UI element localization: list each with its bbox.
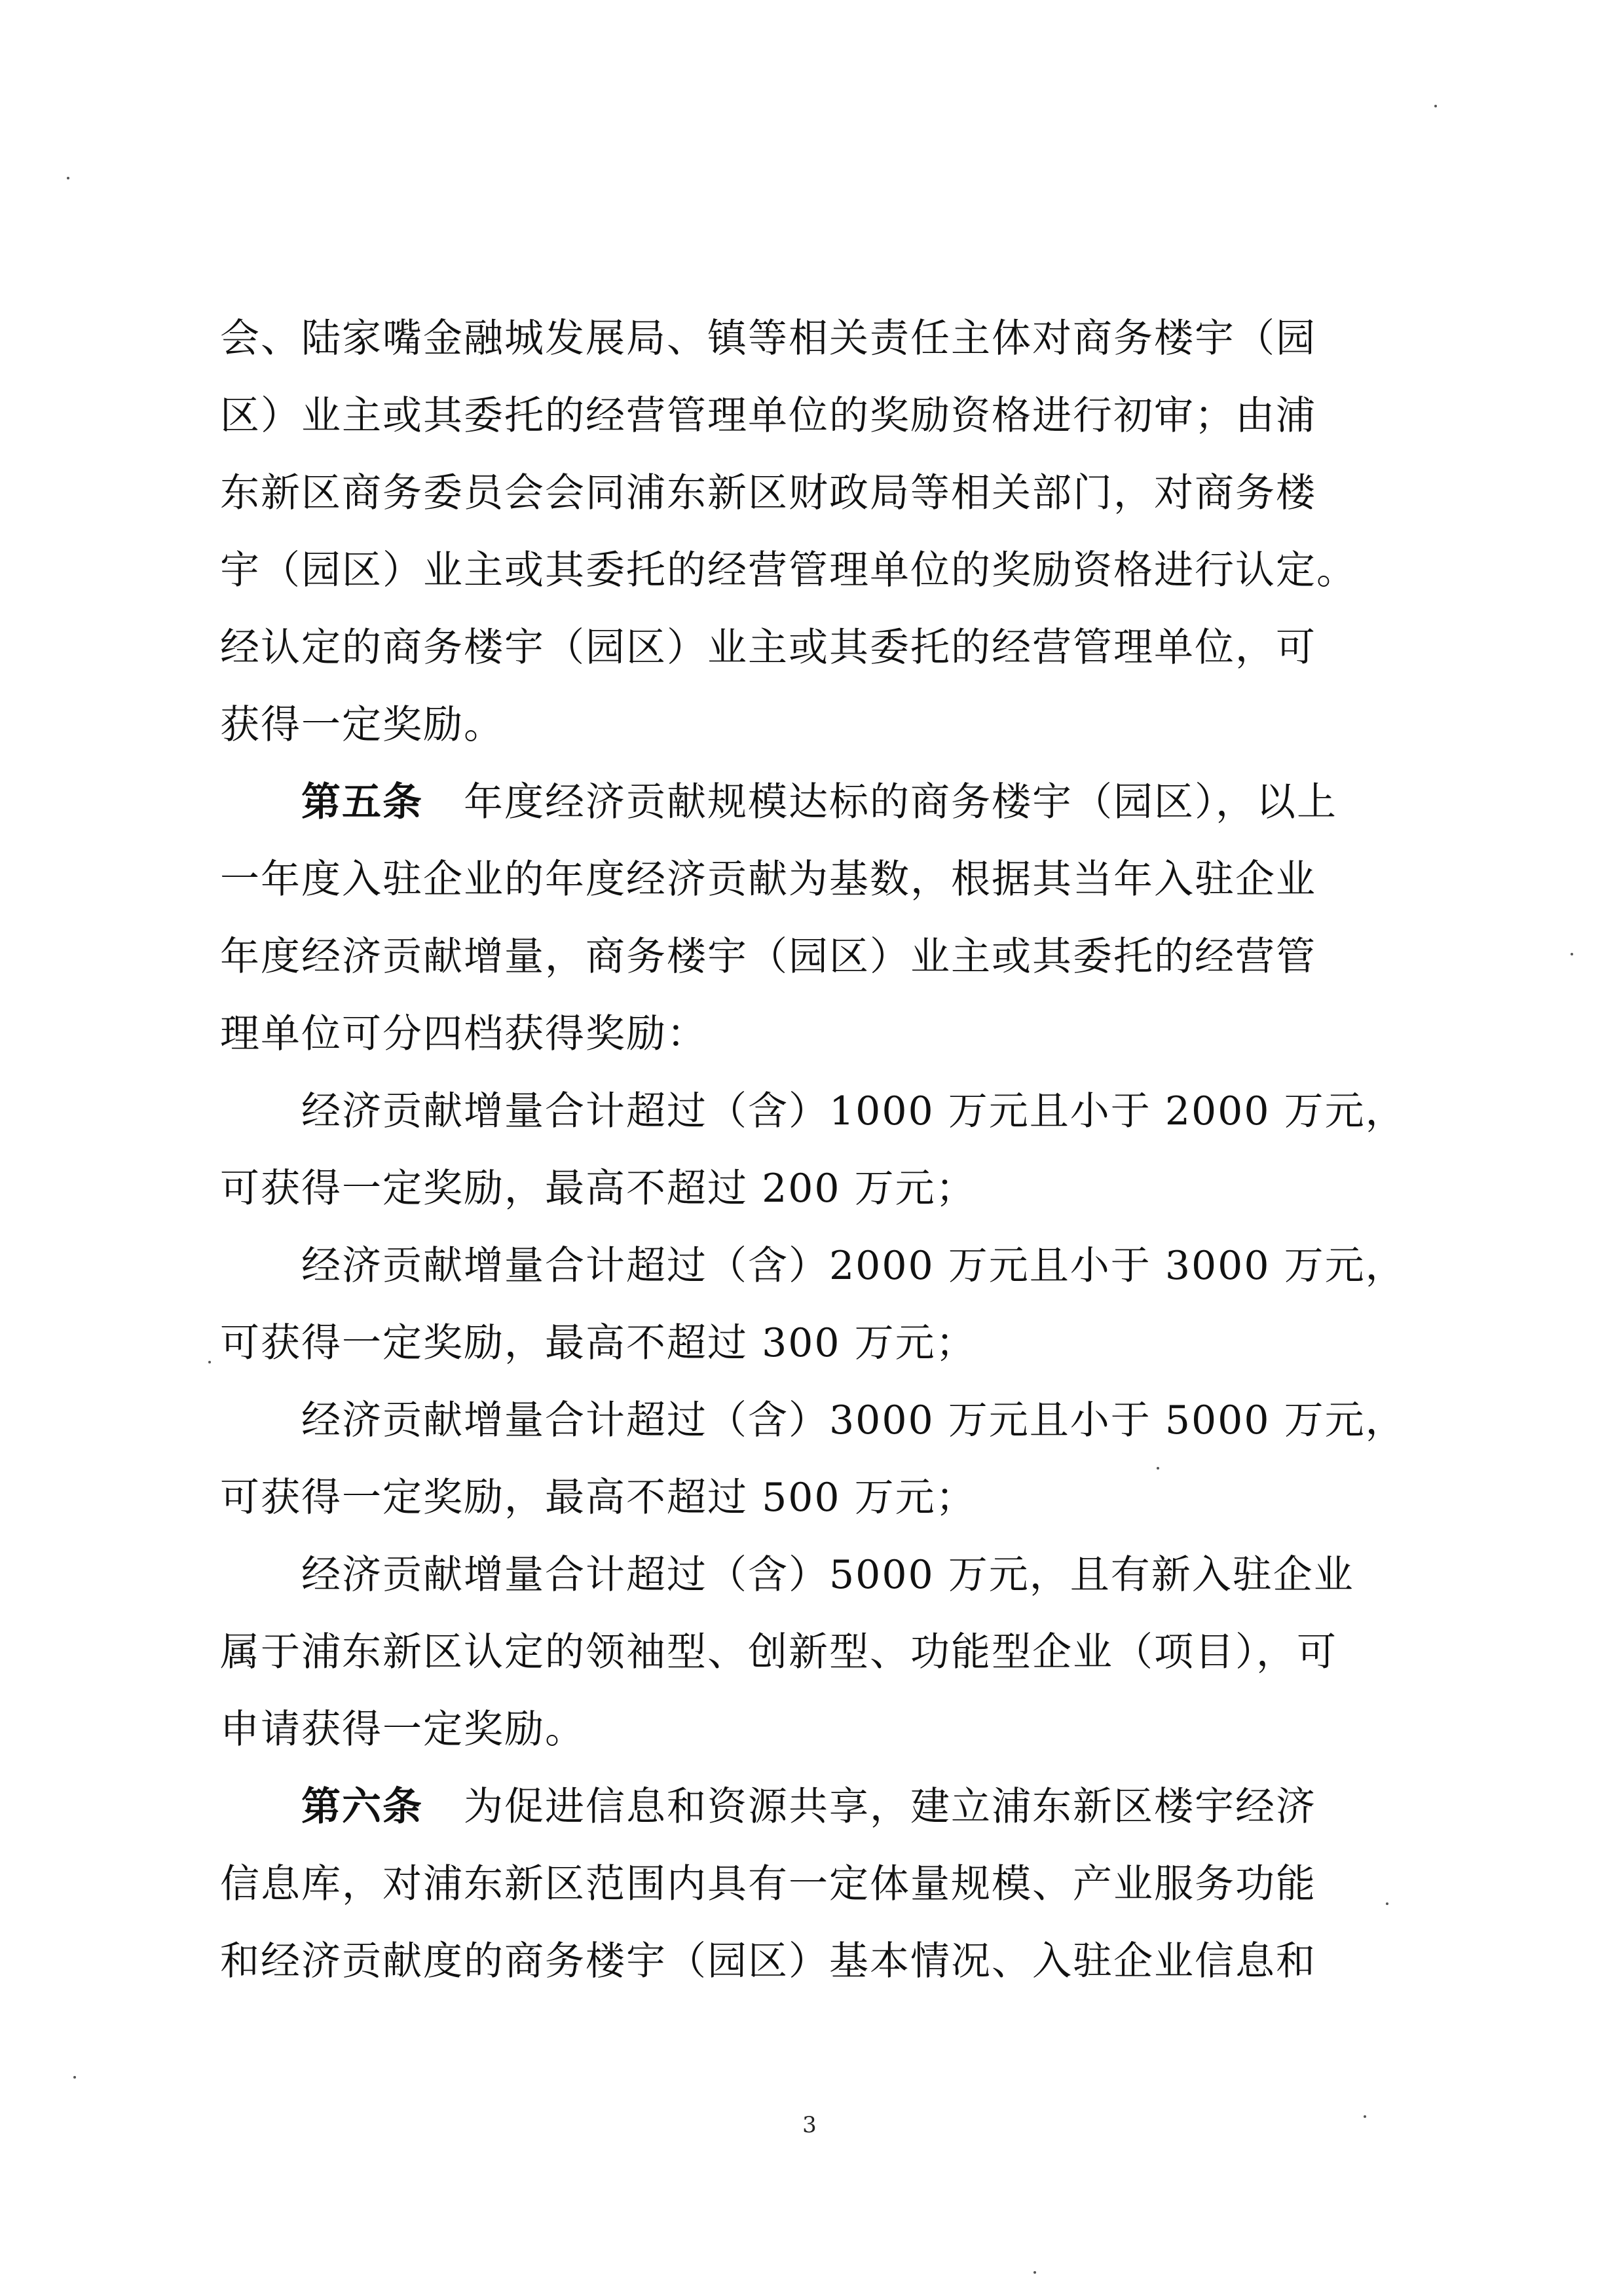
scan-speck: [208, 1361, 211, 1363]
article-5-first-line-text: 年度经济贡献规模达标的商务楼宇（园区），以上: [464, 779, 1337, 825]
reward-tier-3: [220, 1382, 1412, 1536]
text-line: 获得一定奖励。: [220, 702, 504, 748]
text-line: 宇（园区）业主或其委托的经营管理单位的奖励资格进行认定。: [220, 547, 1357, 593]
article-5-paragraph: [220, 764, 1412, 1073]
scan-speck: [1033, 2271, 1036, 2274]
text-line: 经济贡献增量合计超过（含）3000 万元且小于 5000 万元，: [301, 1398, 1406, 1443]
scan-speck: [67, 177, 69, 179]
text-line: 理单位可分四档获得奖励：: [220, 1011, 707, 1057]
article-6-paragraph: [220, 1768, 1412, 2000]
text-line: 经济贡献增量合计超过（含）1000 万元且小于 2000 万元，: [301, 1088, 1406, 1134]
text-line: 经济贡献增量合计超过（含）2000 万元且小于 3000 万元，: [301, 1243, 1406, 1289]
text-line: 信息库，对浦东新区范围内具有一定体量规模、产业服务功能: [220, 1861, 1316, 1907]
scan-speck: [73, 2076, 76, 2079]
reward-tier-2: [220, 1227, 1412, 1382]
scan-speck: [1364, 2115, 1366, 2118]
text-line: 经认定的商务楼宇（园区）业主或其委托的经营管理单位，可: [220, 625, 1316, 671]
text-line: 和经济贡献度的商务楼宇（园区）基本情况、入驻企业信息和: [220, 1938, 1316, 1984]
text-line: 年度经济贡献增量，商务楼宇（园区）业主或其委托的经营管: [220, 934, 1316, 980]
text-line: 会、陆家嘴金融城发展局、镇等相关责任主体对商务楼宇（园: [220, 316, 1316, 361]
text-line: 属于浦东新区认定的领袖型、创新型、功能型企业（项目），可: [220, 1629, 1337, 1675]
continuation-paragraph: [220, 300, 1412, 764]
article-6-first-line: [220, 1768, 1412, 1845]
article-5-first-line: [220, 764, 1412, 841]
page-number: 3: [802, 2112, 817, 2138]
text-line: 可获得一定奖励，最高不超过 300 万元；: [220, 1320, 977, 1366]
text-line: 可获得一定奖励，最高不超过 500 万元；: [220, 1475, 977, 1521]
reward-tier-1: [220, 1073, 1412, 1227]
text-line: 可获得一定奖励，最高不超过 200 万元；: [220, 1166, 977, 1212]
scan-speck: [1386, 1902, 1388, 1905]
article-6-heading: 第六条: [301, 1784, 423, 1830]
text-line: 一年度入驻企业的年度经济贡献为基数，根据其当年入驻企业: [220, 857, 1316, 902]
scan-speck: [1157, 1467, 1159, 1470]
article-6-first-line-text: 为促进信息和资源共享，建立浦东新区楼宇经济: [464, 1784, 1316, 1830]
text-line: 区）业主或其委托的经营管理单位的奖励资格进行初审；由浦: [220, 393, 1316, 439]
reward-tier-4: [220, 1536, 1412, 1768]
text-line: 经济贡献增量合计超过（含）5000 万元，且有新入驻企业: [301, 1552, 1354, 1598]
text-line: 东新区商务委员会会同浦东新区财政局等相关部门，对商务楼: [220, 470, 1316, 516]
scan-speck: [1571, 953, 1573, 955]
text-line: 申请获得一定奖励。: [220, 1707, 586, 1752]
document-body: [220, 300, 1412, 2000]
scan-speck: [1434, 105, 1437, 107]
article-5-heading: 第五条: [301, 779, 423, 825]
